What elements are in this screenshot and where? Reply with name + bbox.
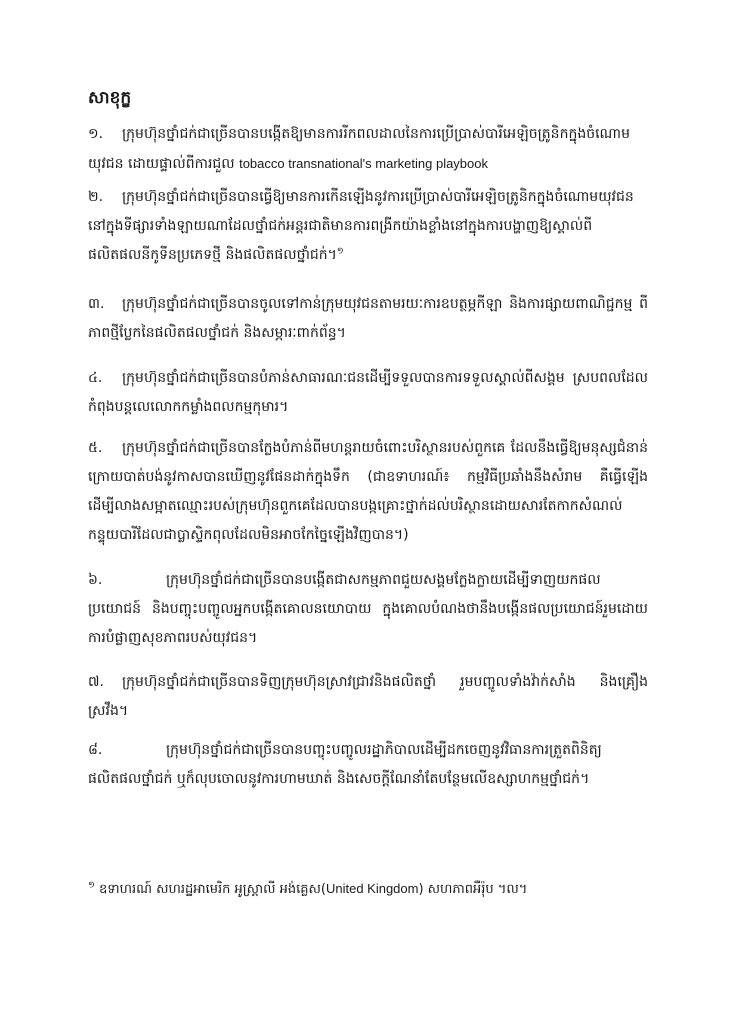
list-item-7: [88, 668, 648, 726]
item-number: ៨.: [88, 742, 103, 758]
list-item-1: [88, 120, 648, 179]
item-number: ១.: [88, 126, 104, 142]
list-item-4: [88, 364, 648, 422]
item-text: ក្រុមហ៊ុនថ្នាំជក់ជាច្រើនបានបញ្ចុះបញ្ចូលរដ្ឋាភិបាលដើម្បីដកចេញនូវវិធានការត្រួតពិនិត្យផលិតផលថ្នាំជក់ ឬក៏លុបចោលនូវការហាមឃាត់ និងសេចក្តីណែនាំតែបន្ថែមលើឧស្សាហកម្មថ្នាំជក់។: [88, 742, 602, 787]
item-number: ៥.: [88, 440, 103, 456]
item-text: ក្រុមហ៊ុនថ្នាំជក់ជាច្រើនបានបំភាន់សាធារណៈជនដើម្បីទទួលបានការទទួលស្គាល់ពីសង្គម ស្របពលដែលកំពុងបន្តលេលោកកម្លាំងពលកម្មកុមារ។: [88, 370, 648, 415]
item-number: ២.: [88, 189, 104, 205]
item-number: ៧.: [88, 674, 104, 690]
item-text: ក្រុមហ៊ុនថ្នាំជក់ជាច្រើនបានចូលទៅកាន់ក្រុមយុវជនតាមរយៈការឧបត្ថម្ភកីឡា និងការផ្សាយពាណិជ្ជកម្ម ពីភាពថ្មីប្លែកនៃផលិតផលថ្នាំជក់ និងសម្ភារៈពាក់ព័ន្ធ។: [88, 296, 648, 341]
footnote-text-before: ឧទាហរណ៍ សហរដ្ឋអាមេរិក អូស្ត្រាលី អង់គ្លេស(: [98, 882, 326, 897]
item-text: ក្រុមហ៊ុនថ្នាំជក់ជាច្រើនបានបង្កើតឱ្យមានការរីកពលដាលនៃការប្រើប្រាស់បារីអេឡិចត្រូនិកក្នុងចំណោមយុវជន ដោយផ្ទាល់ពីការជួល: [88, 126, 630, 172]
item-text: ក្រុមហ៊ុនថ្នាំជក់ជាច្រើនបានក្លែងបំភាន់ពីមហន្តរាយចំពោះបរិស្ថានរបស់ពួកគេ ដែលនឹងធ្វើឱ្យមនុស្សជំនាន់ក្រោយបាត់បង់នូវកាសបានឃើញនូវផែនដាក់ក្នុងទឹក (ជាឧទាហរណ៍៖ កម្មវិធីប្រឆាំងនឹងសំរាម គឺធ្វើឡើងដើម្បីលាងសម្អាតឈ្មោះរបស់ក្រុមហ៊ុនពួកគេដែលបានបង្កគ្រោះថ្នាក់ដល់បរិស្ថានដោយសារតែកាកសំណល់កន្ទុយបារីដែលជាប្លាស្ទិកពុលដែលមិនអាចកែច្នៃឡើងវិញបាន។): [88, 440, 648, 543]
list-item-8: [88, 736, 648, 794]
footnote-text-after: ) សហភាពអឺរ៉ុប ។ល។: [418, 882, 528, 897]
item-number: ៦.: [88, 572, 103, 588]
list-item-2: [88, 183, 648, 270]
footnote-latin-text: United Kingdom: [325, 881, 419, 896]
item-text: ក្រុមហ៊ុនថ្នាំជក់ជាច្រើនបានបង្កើតជាសកម្មភាពជួយសង្គមក្លែងក្លាយដើម្បីទាញយកផលប្រយោជន៍ និងបញ្ចុះបញ្ចូលអ្នកបង្កើតគោលនយោបាយ ក្នុងគោលបំណងថានឹងបង្កើនផលប្រយោជន៍រួមដោយការបំផ្លាញសុខភាពរបស់យុវជន។: [88, 572, 648, 646]
footnote-marker: ១: [88, 880, 95, 891]
list-item-3: [88, 290, 648, 348]
item-number: ៤.: [88, 370, 103, 386]
item-text: ក្រុមហ៊ុនថ្នាំជក់ជាច្រើនបានទិញក្រុមហ៊ុនស្រាវជ្រាវនិងផលិតថ្នាំ រួមបញ្ចូលទាំងវ៉ាក់សាំង និងគ្រឿងស្រវឹង។: [88, 674, 648, 719]
item-number: ៣.: [88, 296, 105, 312]
section-heading: សាខុក្ខ: [88, 88, 132, 108]
footnote-marker: ១: [336, 246, 344, 257]
list-item-6: [88, 566, 648, 653]
list-item-5: [88, 434, 648, 550]
item-latin-text: tobacco transnational's marketing playbook: [239, 156, 488, 171]
footnote: [88, 878, 648, 901]
item-text: ក្រុមហ៊ុនថ្នាំជក់ជាច្រើនបានធ្វើឱ្យមានការកើនឡើងនូវការប្រើប្រាស់បារីអេឡិចត្រូនិកក្នុងចំណោមយុវជននៅក្នុងទីផ្សារទាំងឡាយណាដែលថ្នាំជក់អន្តរជាតិមានការពង្រីកយ៉ាងខ្លាំងនៅក្នុងការបង្ហាញឱ្យស្គាល់ពីផលិតផលនីកូទីនប្រភេទថ្មី និងផលិតផលថ្នាំជក់។: [88, 189, 634, 263]
